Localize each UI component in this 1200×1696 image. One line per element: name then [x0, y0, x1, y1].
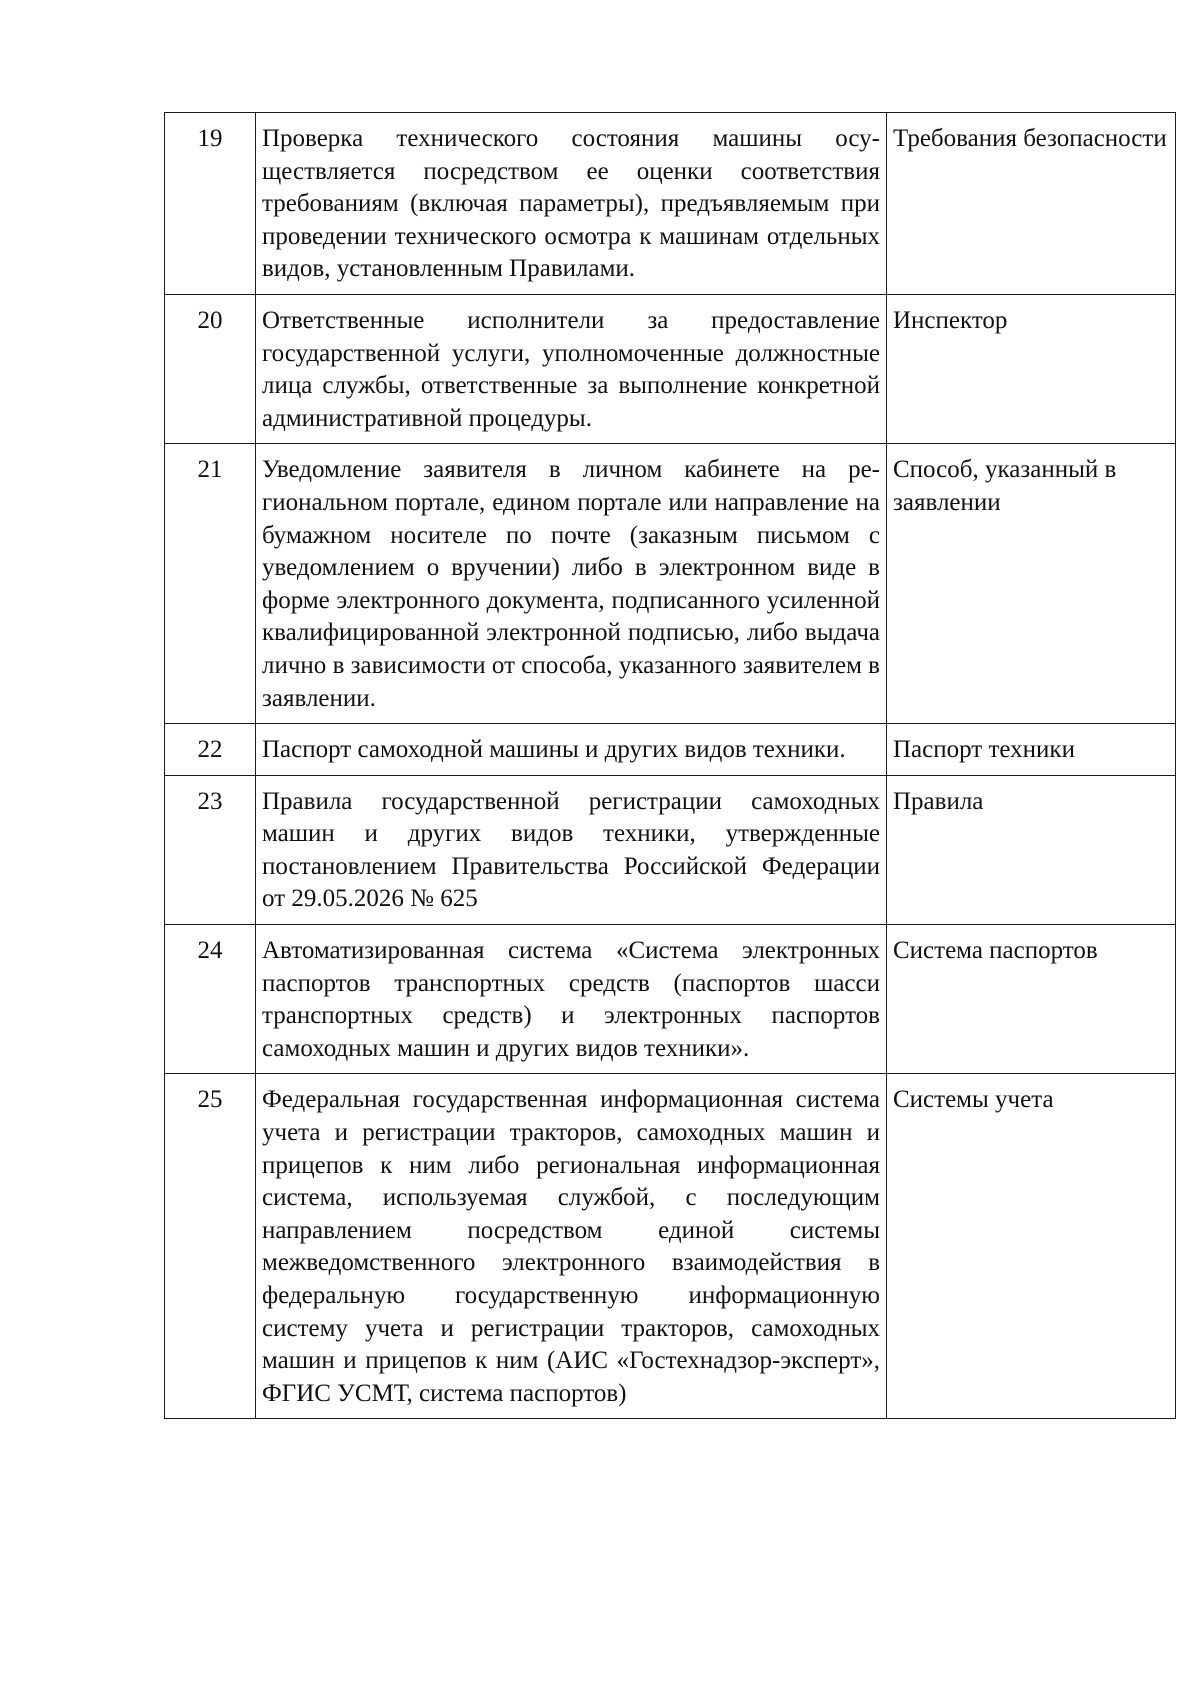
row-term: Требования безопасности: [887, 113, 1176, 295]
table-row: [165, 113, 1176, 295]
table-row: [165, 294, 1176, 443]
row-description: Правила государственной регистрации самоходных машин и других видов техники, утвержденные постановлением Правительства Российской Федерации от 29.05.2026 № 625: [256, 775, 887, 924]
row-description: Автоматизированная система «Система электронных паспортов транспортных средств (паспортов шасси транспортных средств) и электронных паспортов самоходных машин и других видов техники».: [256, 925, 887, 1074]
definitions-table: [164, 112, 1176, 1419]
row-term: Система паспортов: [887, 925, 1176, 1074]
row-term: Системы учета: [887, 1074, 1176, 1419]
row-number: 19: [165, 113, 256, 295]
table-row: [165, 1074, 1176, 1419]
row-description: Паспорт самоходной машины и других видов техники.: [256, 724, 887, 776]
row-number: 23: [165, 775, 256, 924]
row-number: 22: [165, 724, 256, 776]
row-number: 24: [165, 925, 256, 1074]
row-number: 25: [165, 1074, 256, 1419]
row-description: Проверка технического состояния машины осуществляется посредством ее оценки соответствия требованиям (включая параметры), предъявляемым при проведении технического осмотра к машинам отдельных видов, установленным Правилами.: [256, 113, 887, 295]
row-description: Федеральная государственная информационная система учета и регистрации тракторов, самоходных машин и прицепов к ним либо региональная информационная система, используемая службой, с последующим направлением посредством единой системы межведомственного электронного взаимодействия в федеральную государственную информационную систему учета и регистрации тракторов, самоходных машин и прицепов к ним (АИС «Гостехнадзор-эксперт», ФГИС УСМТ, система паспортов): [256, 1074, 887, 1419]
row-description: Ответственные исполнители за предоставление государственной услуги, уполномоченные должностные лица службы, ответственные за выполнение конкретной административной процедуры.: [256, 294, 887, 443]
table-row: [165, 775, 1176, 924]
table-row: [165, 925, 1176, 1074]
row-description: Уведомление заявителя в личном кабинете на региональном портале, едином портале или направление на бумажном носителе по почте (заказным письмом с уведомлением о вручении) либо в электронном виде в форме электронного документа, подписанного усиленной квалифицированной электронной подписью, либо выдача лично в зависимости от способа, указанного заявителем в заявлении.: [256, 444, 887, 724]
table-row: [165, 724, 1176, 776]
row-term: Способ, указанный в заявлении: [887, 444, 1176, 724]
row-number: 21: [165, 444, 256, 724]
row-term: Паспорт техники: [887, 724, 1176, 776]
row-term: Инспектор: [887, 294, 1176, 443]
row-term: Правила: [887, 775, 1176, 924]
row-number: 20: [165, 294, 256, 443]
table-row: [165, 444, 1176, 724]
definitions-table-body: [165, 113, 1176, 1419]
